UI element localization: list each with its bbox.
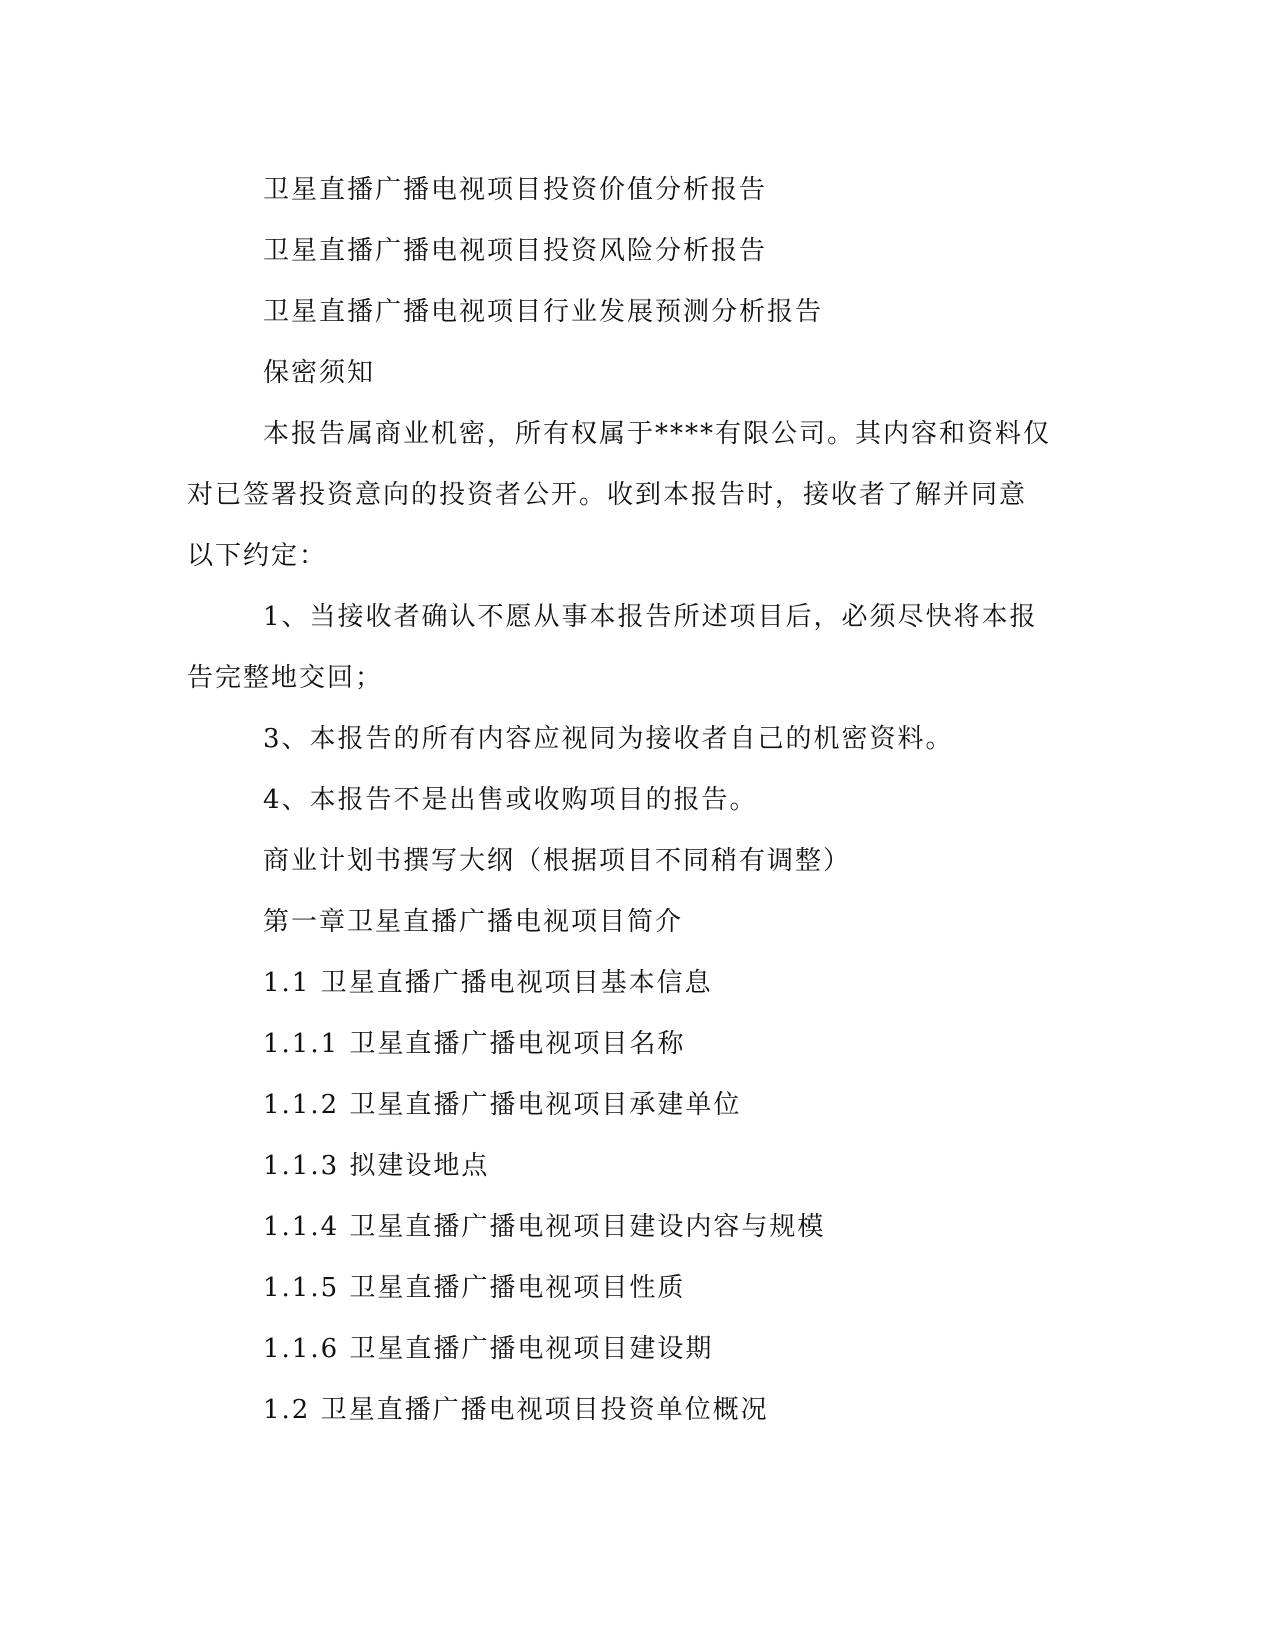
chapter-1-heading: 第一章卫星直播广播电视项目简介 bbox=[263, 907, 684, 937]
agreement-item-4: 4、本报告不是出售或收购项目的报告。 bbox=[263, 785, 758, 815]
confidentiality-paragraph-line-1: 本报告属商业机密，所有权属于****有限公司。其内容和资料仅 bbox=[263, 419, 1052, 449]
section-1-1-1: 1.1.1 卫星直播广播电视项目名称 bbox=[263, 1029, 686, 1059]
section-1-1-2: 1.1.2 卫星直播广播电视项目承建单位 bbox=[263, 1090, 742, 1120]
report-title-value-analysis: 卫星直播广播电视项目投资价值分析报告 bbox=[263, 175, 768, 205]
section-1-1-6: 1.1.6 卫星直播广播电视项目建设期 bbox=[263, 1334, 714, 1364]
agreement-item-1-line-1: 1、当接收者确认不愿从事本报告所述项目后，必须尽快将本报 bbox=[263, 602, 1038, 632]
section-1-1-3: 1.1.3 拟建设地点 bbox=[263, 1151, 490, 1181]
agreement-item-1-line-2: 告完整地交回； bbox=[187, 663, 384, 693]
section-1-2: 1.2 卫星直播广播电视项目投资单位概况 bbox=[263, 1395, 769, 1425]
section-1-1-4: 1.1.4 卫星直播广播电视项目建设内容与规模 bbox=[263, 1212, 826, 1242]
agreement-item-3: 3、本报告的所有内容应视同为接收者自己的机密资料。 bbox=[263, 724, 954, 754]
section-1-1: 1.1 卫星直播广播电视项目基本信息 bbox=[263, 968, 713, 998]
confidentiality-paragraph-line-3: 以下约定： bbox=[187, 541, 328, 571]
document-body bbox=[187, 160, 1067, 1441]
outline-heading: 商业计划书撰写大纲（根据项目不同稍有调整） bbox=[263, 846, 852, 876]
report-title-risk-analysis: 卫星直播广播电视项目投资风险分析报告 bbox=[263, 236, 768, 266]
confidentiality-paragraph-line-2: 对已签署投资意向的投资者公开。收到本报告时，接收者了解并同意 bbox=[187, 480, 1028, 510]
section-1-1-5: 1.1.5 卫星直播广播电视项目性质 bbox=[263, 1273, 686, 1303]
confidentiality-heading: 保密须知 bbox=[263, 358, 376, 388]
report-title-forecast-analysis: 卫星直播广播电视项目行业发展预测分析报告 bbox=[263, 297, 824, 327]
